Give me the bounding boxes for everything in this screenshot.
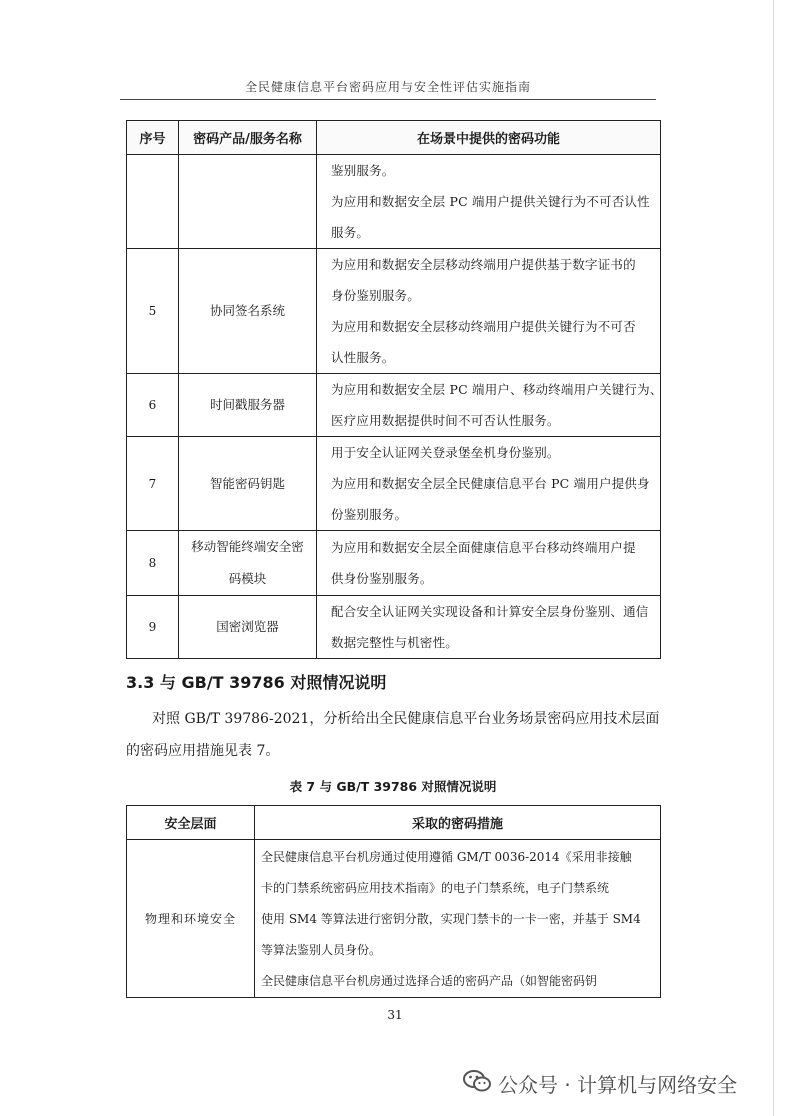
product-name-line: 移动智能终端安全密 [191, 539, 304, 554]
measure-line: 卡的门禁系统密码应用技术指南》的电子门禁系统，电子门禁系统 [261, 881, 610, 895]
column-header: 在场景中提供的密码功能 [317, 121, 661, 155]
product-name [179, 437, 317, 531]
function-line: 用于安全认证网关登录堡垒机身份鉴别。 [331, 445, 560, 460]
column-header: 密码产品/服务名称 [179, 121, 317, 155]
product-name-line: 码模块 [228, 571, 267, 586]
table-row [127, 596, 661, 659]
security-layer: 物理和环境安全 [127, 840, 255, 998]
table-header-row [127, 121, 661, 155]
product-functions [317, 531, 661, 596]
column-header: 安全层面 [127, 806, 255, 840]
row-number: 6 [127, 374, 179, 437]
product-functions [317, 596, 661, 659]
measure-line: 全民健康信息平台机房通过选择合适的密码产品（如智能密码钥 [261, 974, 598, 988]
row-number: 9 [127, 596, 179, 659]
crypto-measures [255, 840, 661, 998]
product-functions [317, 249, 661, 374]
wechat-icon [462, 1068, 492, 1099]
function-line: 身份鉴别服务。 [331, 288, 420, 303]
function-line: 鉴别服务。 [331, 163, 395, 178]
function-line: 医疗应用数据提供时间不可否认性服务。 [331, 413, 560, 428]
table-row [127, 249, 661, 374]
page-edge-line [773, 0, 774, 1116]
function-line: 为应用和数据安全层 PC 端用户、移动终端用户关键行为、 [331, 382, 663, 397]
table-row [127, 840, 661, 998]
product-functions [317, 155, 661, 249]
header-rule [120, 99, 656, 100]
function-line: 认性服务。 [331, 350, 395, 365]
product-functions [317, 374, 661, 437]
gbt39786-comparison-table [126, 805, 661, 998]
table-row [127, 531, 661, 596]
function-line: 为应用和数据安全层移动终端用户提供基于数字证书的 [331, 257, 636, 272]
function-line: 配合安全认证网关实现设备和计算安全层身份鉴别、通信 [331, 604, 649, 619]
measure-line: 等算法鉴别人员身份。 [261, 943, 382, 957]
function-line: 份鉴别服务。 [331, 507, 408, 522]
product-name-line: 时间戳服务器 [209, 397, 285, 412]
product-name-line: 国密浏览器 [216, 619, 279, 634]
product-name-line: 智能密码钥匙 [209, 475, 285, 491]
column-header: 序号 [127, 121, 179, 155]
product-name [179, 596, 317, 659]
row-number: 8 [127, 531, 179, 596]
function-line: 数据完整性与机密性。 [331, 635, 459, 650]
function-line: 为应用和数据安全层 PC 端用户提供关键行为不可否认性 [331, 194, 650, 209]
row-number [127, 155, 179, 249]
product-name [179, 155, 317, 249]
function-line: 服务。 [331, 225, 370, 240]
body-paragraph: 对照 GB/T 39786-2021，分析给出全民健康信息平台业务场景密码应用技术层面的密码应用措施见表 7。 [126, 711, 660, 759]
product-functions [317, 437, 661, 531]
product-name [179, 249, 317, 374]
watermark-text: 公众号 · 计算机与网络安全 [498, 1073, 738, 1097]
section-heading: 3.3 与 GB/T 39786 对照情况说明 [126, 673, 387, 692]
table-row [127, 374, 661, 437]
crypto-products-table [126, 120, 661, 659]
page-number: 31 [387, 1008, 403, 1022]
watermark [462, 1068, 737, 1099]
function-line: 为应用和数据安全层移动终端用户提供关键行为不可否 [331, 319, 636, 334]
table-row [127, 155, 661, 249]
table-row [127, 437, 661, 531]
measure-line: 全民健康信息平台机房通过使用遵循 GM/T 0036-2014《采用非接触 [261, 850, 632, 864]
function-line: 为应用和数据安全层全民健康信息平台 PC 端用户提供身 [331, 476, 650, 491]
table-caption: 表 7 与 GB/T 39786 对照情况说明 [289, 779, 497, 794]
column-header: 采取的密码措施 [255, 806, 661, 840]
product-name [179, 531, 317, 596]
row-number: 7 [127, 437, 179, 531]
function-line: 为应用和数据安全层全面健康信息平台移动终端用户提 [331, 540, 636, 555]
table-header-row [127, 806, 661, 840]
row-number: 5 [127, 249, 179, 374]
function-line: 供身份鉴别服务。 [331, 571, 433, 586]
measure-line: 使用 SM4 等算法进行密钥分散，实现门禁卡的一卡一密，并基于 SM4 [261, 912, 641, 926]
product-name-line: 协同签名系统 [209, 303, 285, 318]
running-header: 全民健康信息平台密码应用与安全性评估实施指南 [244, 80, 531, 94]
product-name [179, 374, 317, 437]
